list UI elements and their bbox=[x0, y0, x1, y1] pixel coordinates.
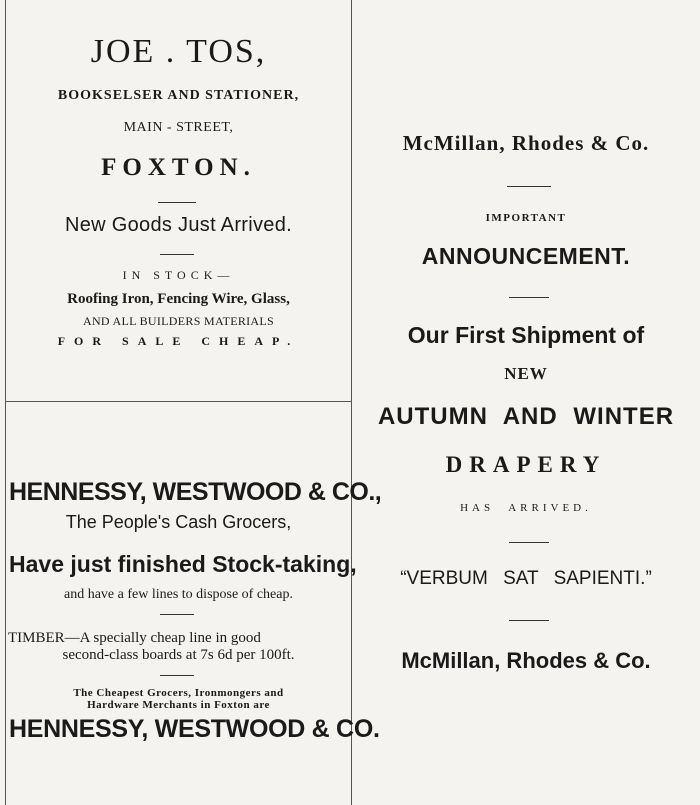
timber-line-1: TIMBER—A specially cheap line in good bbox=[8, 630, 261, 646]
advertiser-name: HENNESSY, WESTWOOD & CO., bbox=[9, 478, 382, 506]
headline: New Goods Just Arrived. bbox=[65, 214, 292, 236]
divider bbox=[509, 620, 549, 621]
trade-line: BOOKSELSER AND STATIONER, bbox=[57, 88, 300, 103]
timber-line-2: second-class boards at 7s 6d per 100ft. bbox=[62, 647, 295, 663]
announcement-line: ANNOUNCEMENT. bbox=[421, 243, 631, 269]
arrived-line: HAS ARRIVED. bbox=[460, 502, 592, 514]
divider bbox=[507, 186, 551, 187]
cheapest-line-1: The Cheapest Grocers, Ironmongers and bbox=[73, 687, 284, 699]
ad-separator bbox=[6, 401, 351, 402]
important-line: IMPORTANT bbox=[485, 212, 567, 224]
tagline: The People's Cash Grocers, bbox=[65, 512, 292, 532]
drapery-line: DRAPERY bbox=[445, 452, 607, 477]
new-line: NEW bbox=[504, 364, 548, 383]
advertiser-name: McMillan, Rhodes & Co. bbox=[402, 131, 650, 155]
builders-line: AND ALL BUILDERS MATERIALS bbox=[82, 314, 275, 328]
motto-line: “VERBUM SAT SAPIENTI.” bbox=[400, 568, 652, 589]
town-line: FOXTON. bbox=[101, 154, 256, 181]
cheapest-line-2: Hardware Merchants in Foxton are bbox=[87, 699, 270, 711]
in-stock-line: IN STOCK— bbox=[122, 268, 235, 282]
divider bbox=[509, 542, 549, 543]
subline: and have a few lines to dispose of cheap. bbox=[64, 587, 293, 602]
divider bbox=[160, 614, 194, 615]
footer-name: McMillan, Rhodes & Co. bbox=[401, 648, 651, 673]
items-line: Roofing Iron, Fencing Wire, Glass, bbox=[67, 291, 290, 307]
divider bbox=[160, 675, 194, 676]
divider bbox=[158, 202, 196, 203]
divider bbox=[160, 254, 194, 255]
advertiser-name: JOE . TOS, bbox=[90, 33, 267, 70]
shipment-line: Our First Shipment of bbox=[407, 322, 645, 348]
season-line: AUTUMN AND WINTER bbox=[377, 403, 675, 430]
footer-name: HENNESSY, WESTWOOD & CO. bbox=[9, 715, 380, 743]
cheap-line: FOR SALE CHEAP. bbox=[57, 334, 300, 348]
street-line: MAIN - STREET, bbox=[123, 120, 234, 135]
headline: Have just finished Stock-taking, bbox=[9, 551, 357, 577]
divider bbox=[509, 297, 549, 298]
